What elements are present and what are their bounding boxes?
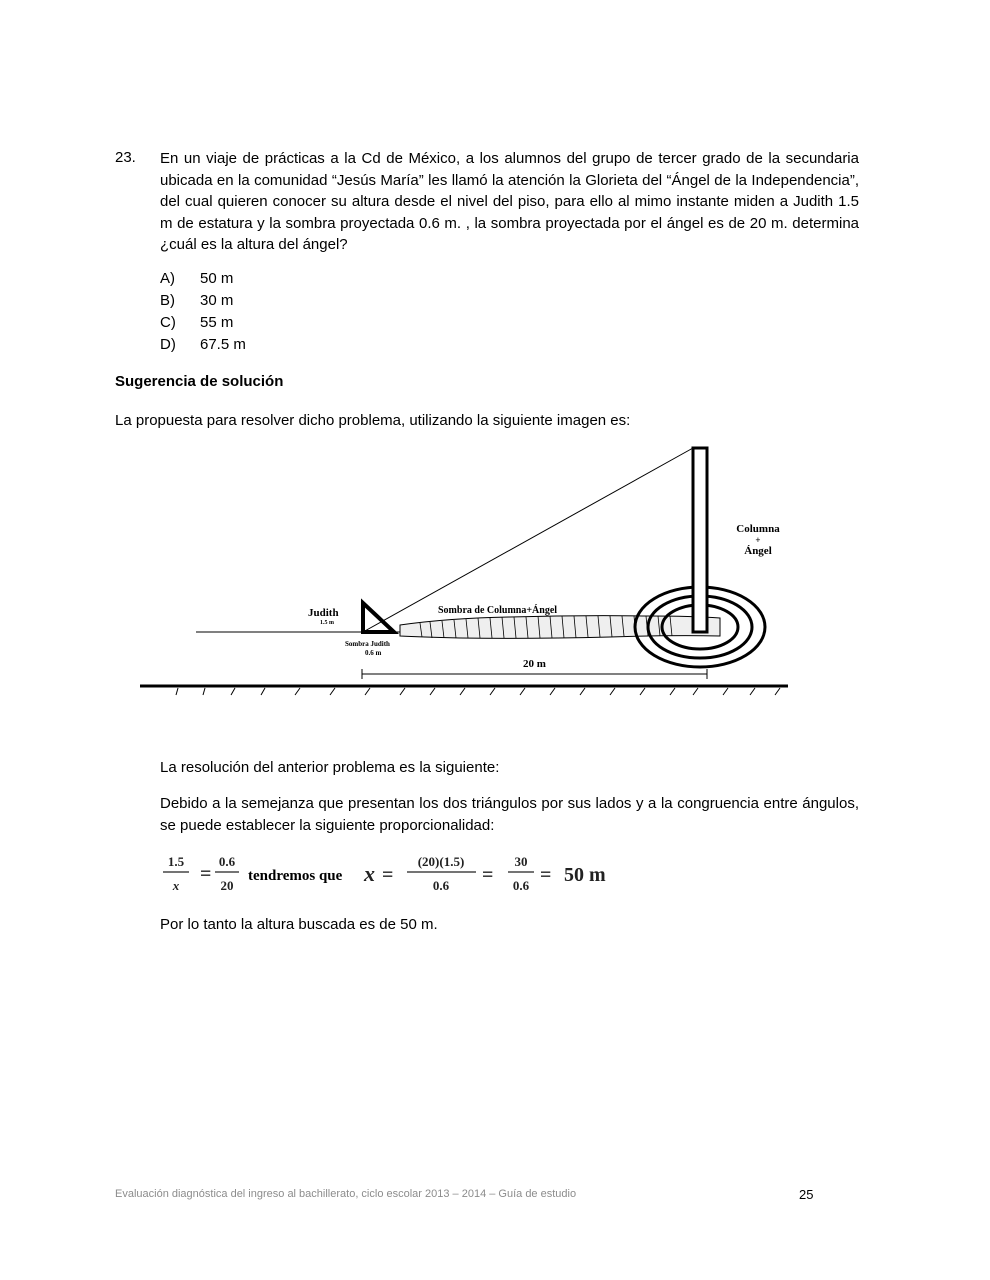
option-label: D) [160, 336, 176, 353]
ground-hatching [176, 688, 780, 695]
judith-label: Judith [308, 607, 339, 619]
column-label-line2: + [755, 535, 761, 545]
equals-sign: = [482, 864, 494, 886]
fraction-4-numerator: 30 [514, 854, 528, 869]
option-c [160, 314, 233, 331]
variable-x: x [364, 861, 375, 886]
suggestion-intro: La propuesta para resolver dicho problema, utilizando la siguiente imagen es: [115, 412, 631, 429]
fraction-3-denominator: 0.6 [432, 878, 450, 893]
result-value: 50 m [564, 864, 606, 886]
fraction-3-numerator: (20)(1.5) [417, 854, 465, 869]
distance-label: 20 m [523, 658, 546, 670]
question-text: En un viaje de prácticas a la Cd de México, a los alumnos del grupo de tercer grado de la secundaria ubicada en la comunidad “Jesús María” les llamó la atención la Glorieta del “Ángel de la Independencia”, del cual quieren conocer su altura desde el nivel del piso, para ello al mimo instante miden a Judith 1.5 m de estatura y la sombra proyectada 0.6 m. , la sombra proyectada por el ángel es de 20 m. determina ¿cuál es la altura del ángel? [160, 150, 859, 253]
fraction-1-denominator: x [172, 878, 180, 893]
page-number: 25 [799, 1187, 814, 1202]
judith-shadow-label: Sombra Judith [345, 640, 390, 648]
connector-text: tendremos que [248, 868, 343, 884]
resolution-explanation: Debido a la semejanza que presentan los dos triángulos por sus lados y a la congruencia entre ángulos, se puede establecer la siguiente proporcionalidad: [160, 795, 859, 834]
fraction-2-numerator: 0.6 [218, 854, 236, 869]
shadow-diagram [130, 440, 800, 710]
fraction-1-numerator: 1.5 [167, 854, 185, 869]
angel-column [693, 448, 707, 632]
footer-text: Evaluación diagnóstica del ingreso al bachillerato, ciclo escolar 2013 – 2014 – Guía de estudio [115, 1188, 577, 1200]
option-label: A) [160, 270, 175, 287]
proportion-equation [160, 850, 630, 900]
option-label: B) [160, 292, 175, 309]
judith-height-label: 1.5 m [320, 620, 334, 626]
option-text: 67.5 m [200, 336, 246, 353]
suggestion-heading: Sugerencia de solución [115, 373, 284, 390]
option-text: 55 m [200, 314, 234, 331]
resolution-conclusion: Por lo tanto la altura buscada es de 50 m. [160, 916, 438, 933]
shadow-label: Sombra de Columna+Ángel [438, 605, 558, 616]
equals-sign: = [540, 864, 552, 886]
option-a [160, 270, 233, 287]
resolution-intro: La resolución del anterior problema es la siguiente: [160, 759, 500, 776]
option-b [160, 292, 233, 309]
equals-sign: = [200, 863, 212, 885]
column-label-line3: Ángel [744, 545, 772, 557]
equals-sign: = [382, 864, 394, 886]
distance-marker [362, 669, 707, 679]
option-d [160, 336, 246, 353]
option-label: C) [160, 314, 176, 331]
option-text: 30 m [200, 292, 234, 309]
question-number: 23. [115, 149, 136, 166]
judith-shadow-value: 0.6 m [365, 649, 382, 657]
option-text: 50 m [200, 270, 234, 287]
fraction-2-denominator: 20 [220, 878, 234, 893]
fraction-4-denominator: 0.6 [512, 878, 530, 893]
column-label-line1: Columna [736, 523, 780, 535]
